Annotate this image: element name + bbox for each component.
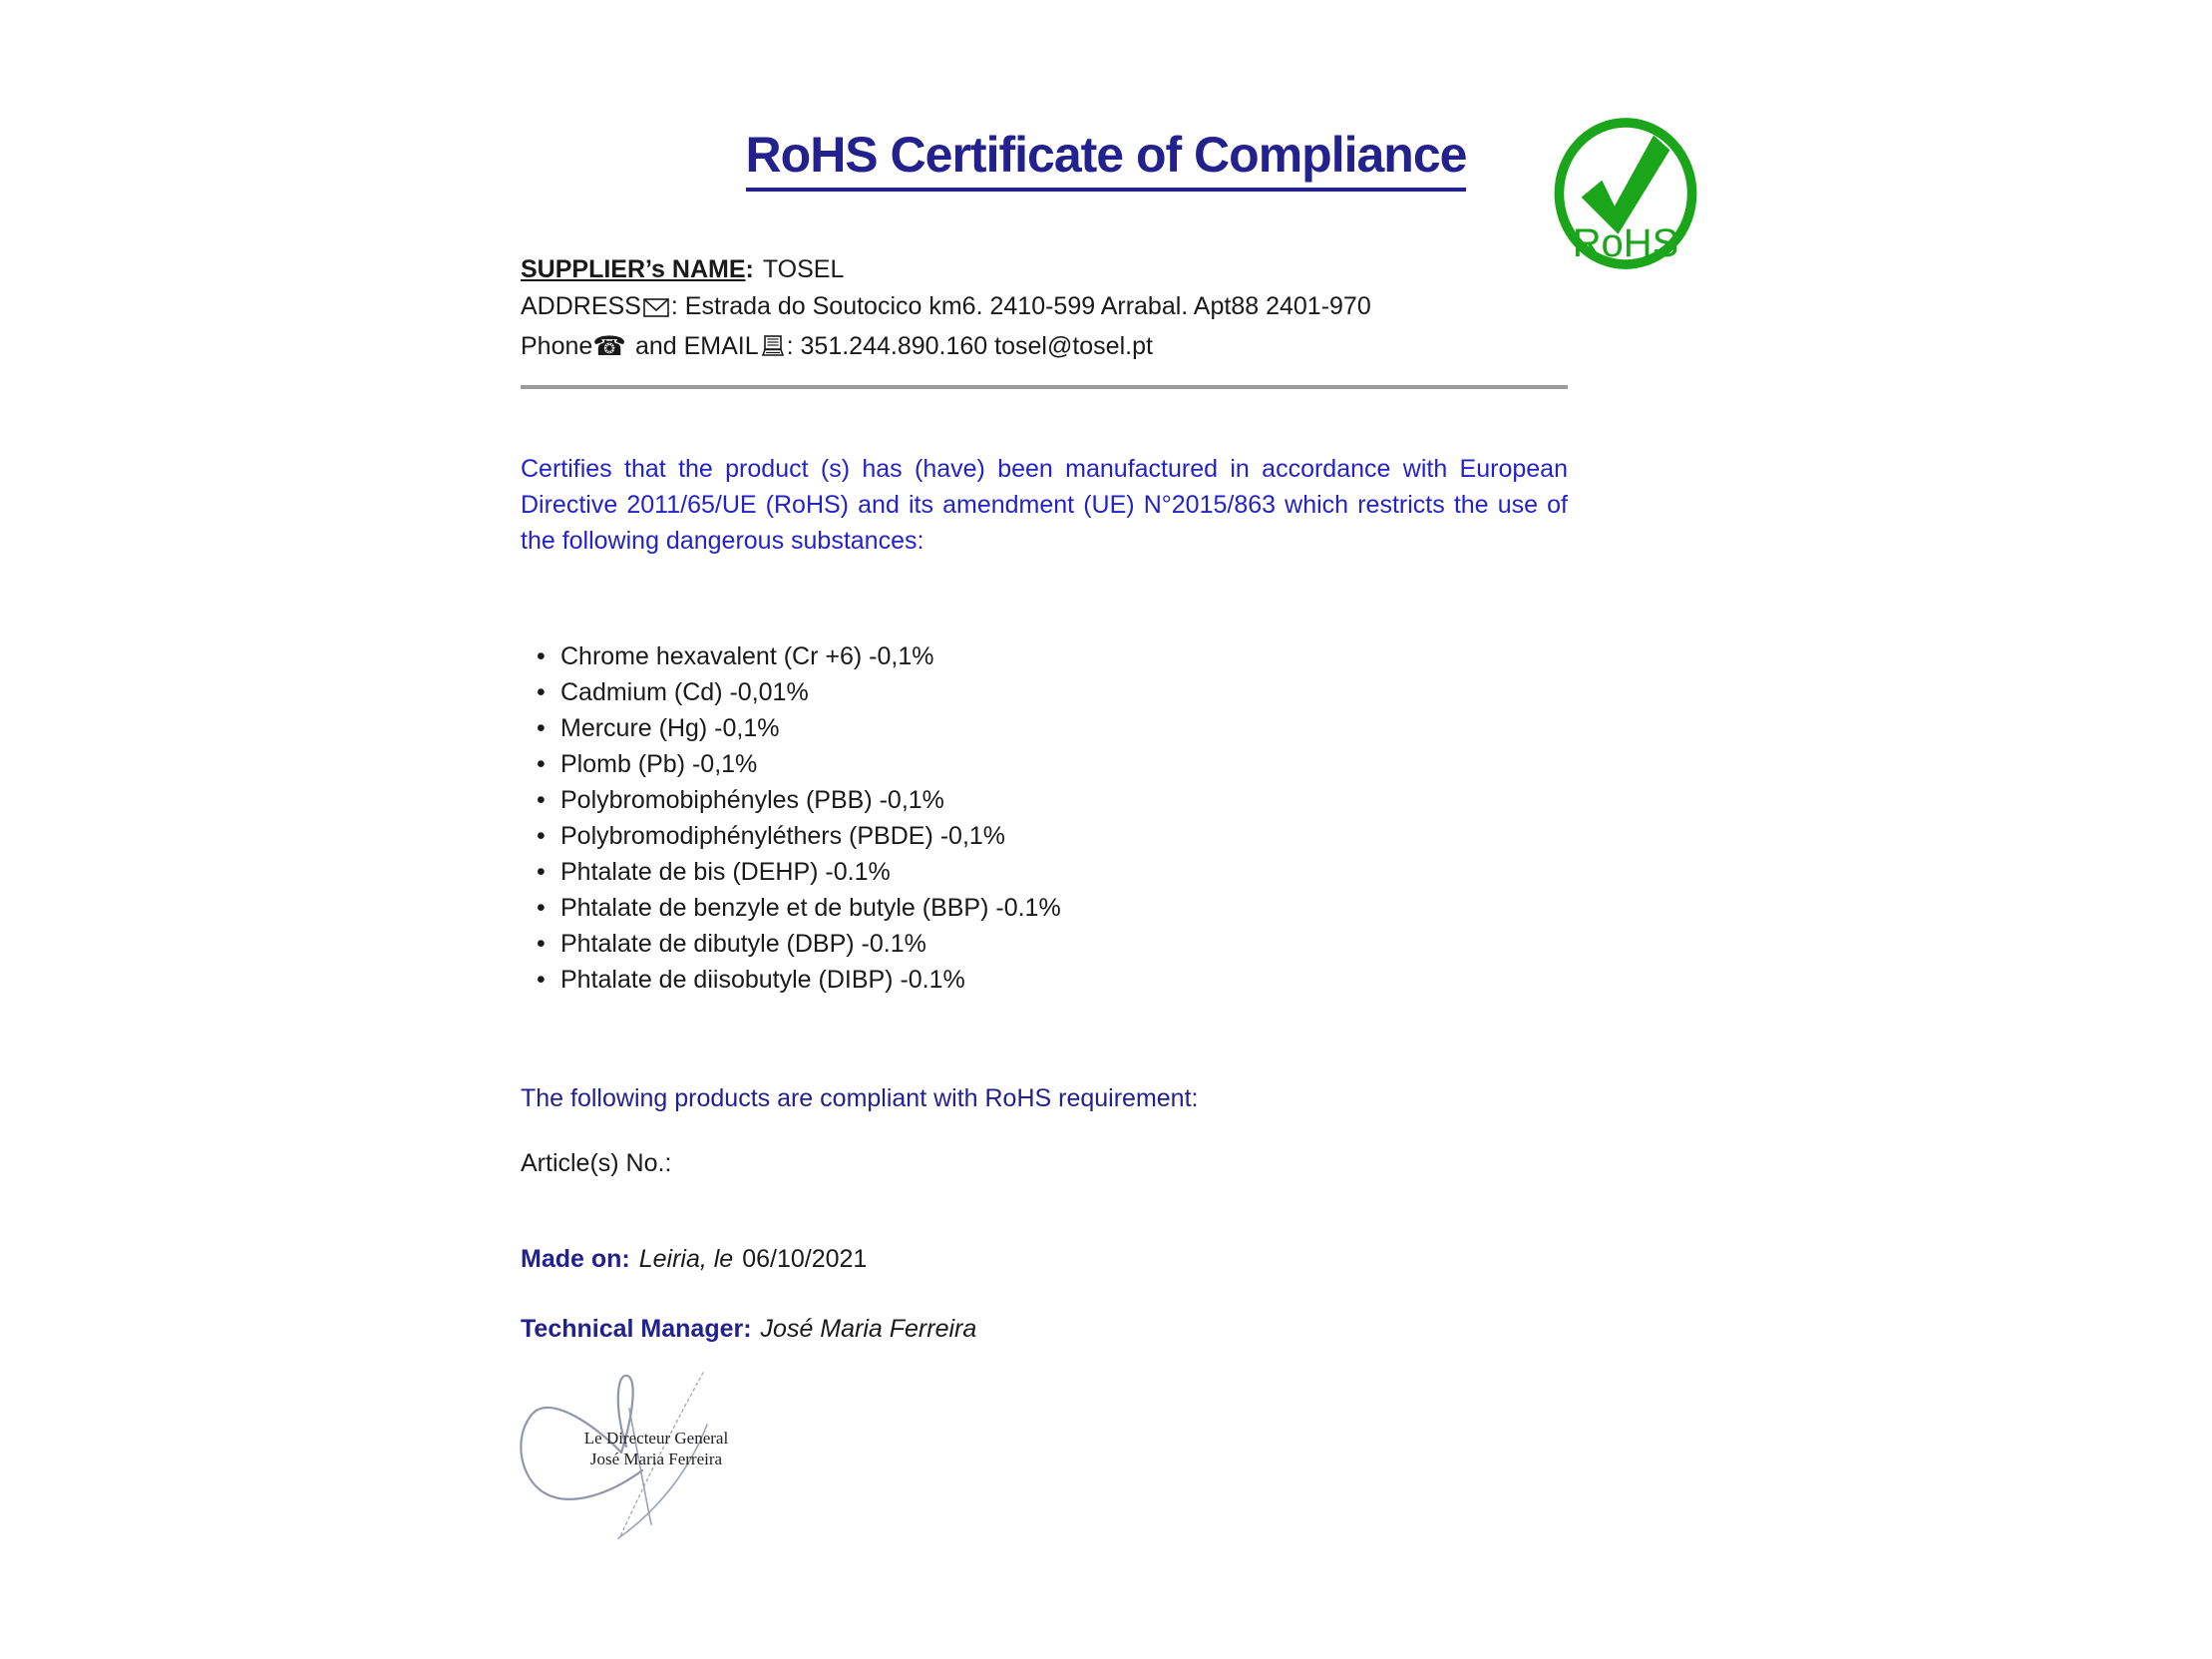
envelope-icon [643, 291, 669, 328]
title-block [0, 126, 2212, 192]
substance-item: • Phtalate de diisobutyle (DIBP) -0.1% [521, 962, 1568, 998]
logo-label: RoHS [1572, 220, 1679, 265]
contact-value: : 351.244.890.160 tosel@tosel.pt [786, 332, 1153, 360]
substance-item: • Polybromobiphényles (PBB) -0,1% [521, 782, 1568, 818]
technical-manager-label: Technical Manager: [521, 1315, 752, 1343]
supplier-address-line [521, 288, 1568, 328]
compliance-line: The following products are compliant with RoHS requirement: [521, 1084, 1199, 1112]
certification-statement: Certifies that the product (s) has (have) been manufactured in accordance with European Directive 2011/65/UE (RoHS) and its amendment (UE) N°2015/863 which restricts the use of the following dangerous substances: [521, 455, 1568, 555]
articles-label: Article(s) No.: [521, 1149, 672, 1177]
substances-list [521, 638, 1568, 998]
address-value: : Estrada do Soutocico km6. 2410-599 Arrabal. Apt88 2401-970 [670, 292, 1371, 320]
supplier-contact-line [521, 328, 1568, 368]
technical-manager-line [521, 1315, 1568, 1344]
supplier-name-label: SUPPLIER’s NAME [521, 255, 746, 283]
signature-line1: Le Directeur General [583, 1429, 729, 1448]
substance-item: • Polybromodiphényléthers (PBDE) -0,1% [521, 818, 1568, 854]
signature-text [578, 1428, 734, 1469]
substance-item: • Phtalate de dibutyle (DBP) -0.1% [521, 926, 1568, 962]
substance-item: • Mercure (Hg) -0,1% [521, 710, 1568, 746]
phone-label: Phone [521, 332, 593, 360]
supplier-name-line [521, 251, 1568, 288]
horizontal-divider [521, 385, 1568, 389]
substance-item: • Plomb (Pb) -0,1% [521, 746, 1568, 782]
signature-line2: José Maria Ferreira [589, 1450, 723, 1468]
substance-item: • Chrome hexavalent (Cr +6) -0,1% [521, 638, 1568, 674]
address-label: ADDRESS [521, 292, 641, 320]
technical-manager-name: José Maria Ferreira [760, 1315, 977, 1343]
supplier-name-colon: : [745, 255, 754, 283]
phone-icon: ☎ [592, 331, 626, 361]
rohs-logo-graphic [1552, 116, 1699, 271]
made-on-date: 06/10/2021 [742, 1245, 868, 1273]
substance-item: • Phtalate de bis (DEHP) -0.1% [521, 854, 1568, 890]
page-title: RoHS Certificate of Compliance [746, 126, 1467, 192]
made-on-label: Made on: [521, 1245, 630, 1273]
signature-scribble [511, 1367, 760, 1581]
substance-item: • Phtalate de benzyle et de butyle (BBP) -0.1% [521, 890, 1568, 926]
supplier-name-value: TOSEL [762, 255, 845, 283]
substance-item: • Cadmium (Cd) -0,01% [521, 674, 1568, 710]
checkmark-icon [1582, 136, 1670, 234]
email-label: and EMAIL [634, 332, 759, 360]
supplier-block [521, 251, 1568, 368]
made-on-line [521, 1245, 1568, 1274]
rohs-logo [1552, 116, 1699, 271]
made-on-place: Leiria, le [638, 1245, 734, 1273]
computer-icon [761, 331, 785, 368]
